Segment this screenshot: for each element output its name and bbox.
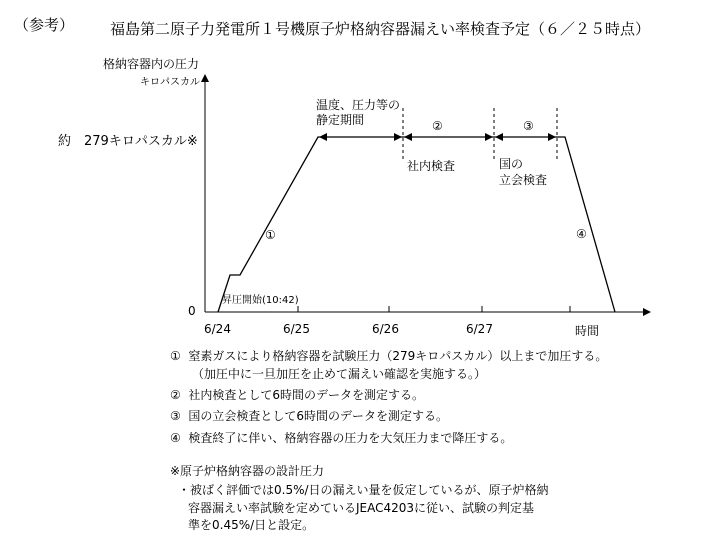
design-note-line: 準を0.45%/日と設定。 — [188, 518, 315, 532]
phase-1-marker: ① — [265, 228, 276, 242]
phase-2-marker: ② — [432, 119, 443, 133]
reference-tag: （参考） — [14, 16, 75, 34]
note-number: ① — [170, 349, 181, 363]
settle-period-label-1: 温度、圧力等の — [316, 98, 401, 112]
pressure-profile-line — [218, 137, 615, 312]
note-item-1-sub — [192, 365, 486, 382]
page-title: 福島第二原子力発電所１号機原子炉格納容器漏えい率検査予定（６／２５時点） — [110, 20, 651, 38]
note-text: （加圧中に一旦加圧を止めて漏えい確認を実施する。） — [192, 367, 487, 381]
note-text: 検査終了に伴い、格納容器の圧力を大気圧力まで降圧する。 — [188, 431, 513, 445]
settle-period-label-2: 静定期間 — [316, 113, 365, 127]
national-check-label-1: 国の — [499, 157, 524, 171]
note-item-2 — [170, 386, 424, 403]
note-item-1 — [170, 347, 607, 364]
y-axis-label: 格納容器内の圧力 — [103, 57, 200, 71]
note-text: 社内検査として6時間のデータを測定する。 — [188, 388, 425, 402]
note-item-3 — [170, 407, 448, 424]
x-tick-label: 6/25 — [283, 322, 310, 336]
y-value-label: 約 279キロパスカル※ — [58, 134, 198, 149]
x-tick-label: 6/26 — [372, 322, 399, 336]
y-zero-label: 0 — [188, 304, 196, 318]
note-number: ③ — [170, 409, 181, 423]
note-number: ② — [170, 388, 181, 402]
x-tick-label: 6/24 — [204, 322, 231, 336]
note-text: 窒素ガスにより格納容器を試験圧力（279キロパスカル）以上まで加圧する。 — [188, 349, 608, 363]
y-axis-unit: キロパスカル — [140, 77, 200, 88]
design-note-line: ・被ばく評価では0.5%/日の漏えい量を仮定しているが、原子炉格納 — [178, 483, 549, 497]
note-item-4 — [170, 429, 512, 446]
x-tick-label: 6/27 — [466, 322, 493, 336]
note-number: ④ — [170, 431, 181, 445]
design-note-title: ※原子炉格納容器の設計圧力 — [170, 464, 325, 478]
pressurization-start-label: 昇圧開始(10:42) — [222, 295, 299, 306]
phase-4-marker: ④ — [576, 227, 587, 241]
design-note-line: 容器漏えい率試験を定めているJEAC4203に従い、試験の判定基 — [188, 501, 535, 515]
x-axis-label: 時間 — [575, 324, 600, 338]
internal-check-label: 社内検査 — [407, 159, 456, 173]
note-text: 国の立会検査として6時間のデータを測定する。 — [188, 409, 449, 423]
phase-3-marker: ③ — [523, 119, 534, 133]
national-check-label-2: 立会検査 — [499, 173, 548, 187]
